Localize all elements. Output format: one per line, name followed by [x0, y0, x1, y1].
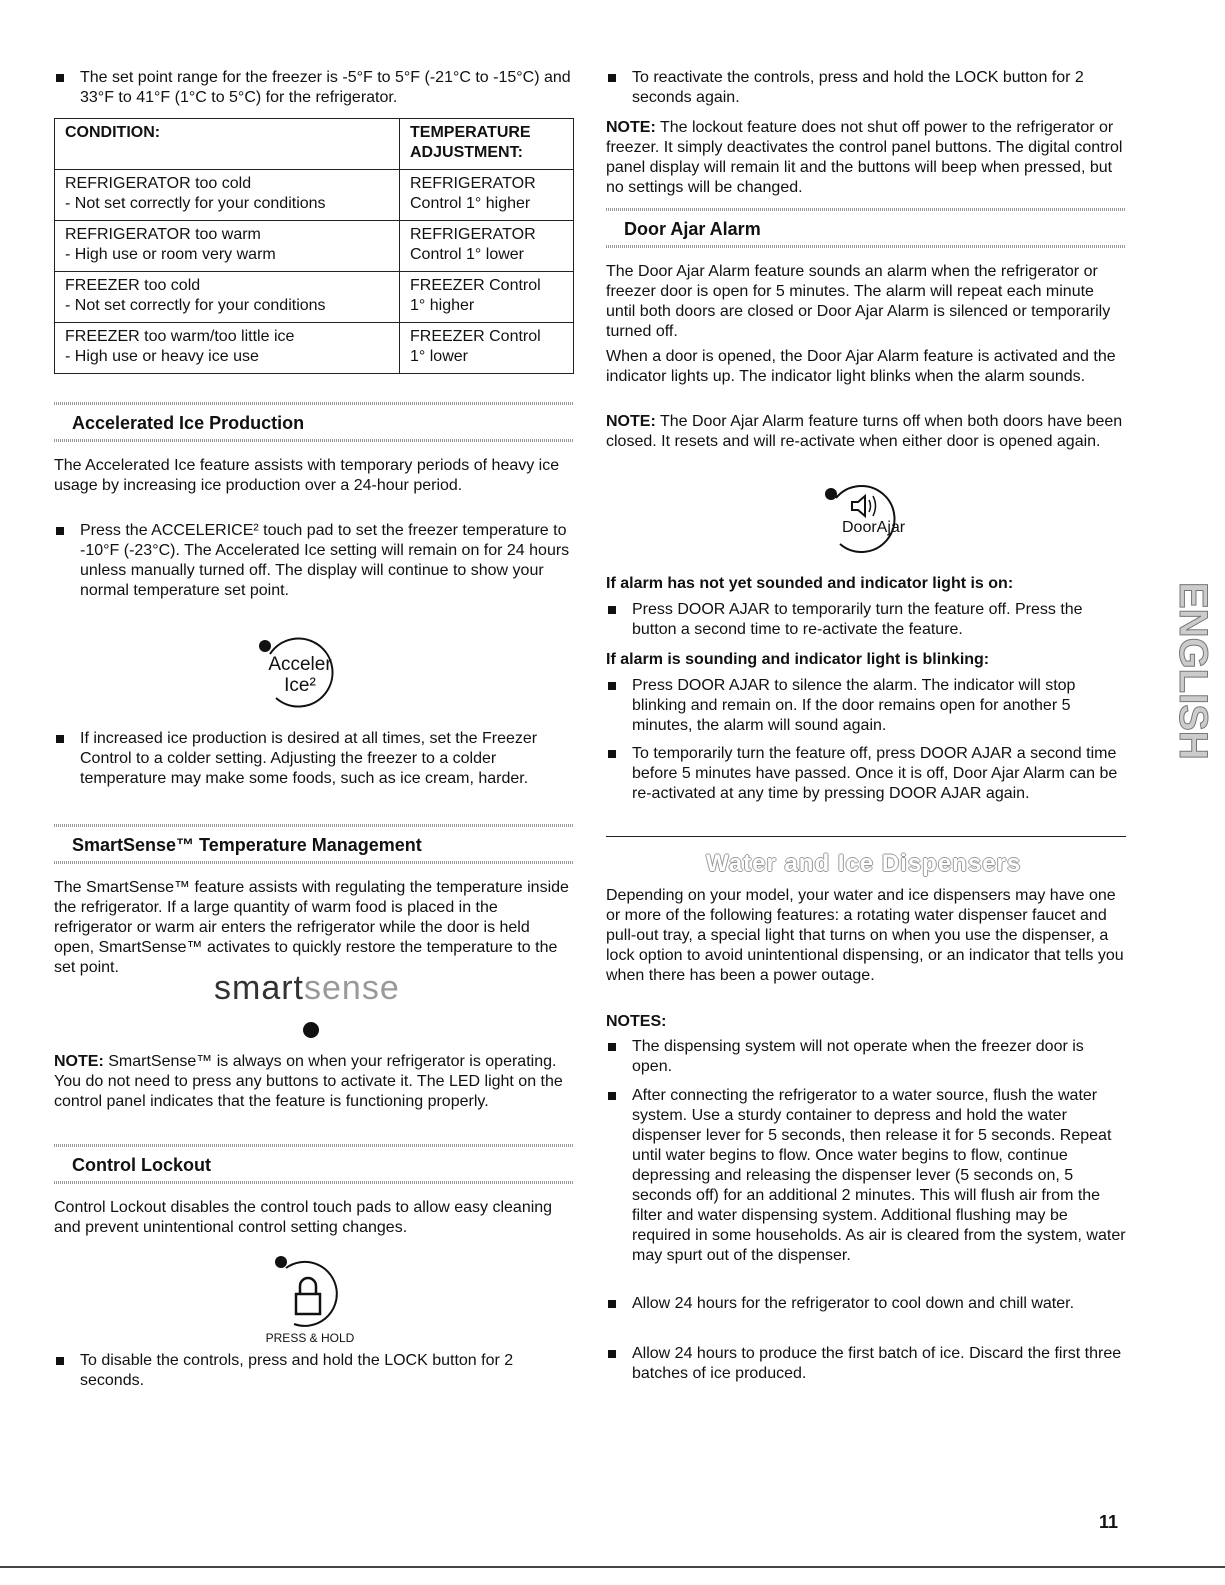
- smartsense-note: [54, 1052, 574, 1112]
- table-cell-adjust: Control 1° lower: [410, 246, 524, 263]
- colder-setting-instruction: If increased ice production is desired at all times, set the Freezer Control to a colder setting. Adjusting the freezer to a colder temperature may make some foods, such as ice cream, harder.: [80, 730, 538, 787]
- door-ajar-button-icon: [816, 480, 916, 560]
- note-label: NOTE:: [54, 1053, 104, 1070]
- table-cell-condition: REFRIGERATOR too warm: [65, 226, 261, 243]
- dispenser-note: Allow 24 hours to produce the first batch of ice. Discard the first three batches of ice produced.: [632, 1345, 1122, 1382]
- bullet-icon: [54, 729, 80, 789]
- section-title: Accelerated Ice Production: [72, 413, 305, 433]
- table-header-row: [55, 119, 574, 170]
- bullet-icon: [606, 600, 632, 640]
- bullet-icon: [606, 1037, 632, 1077]
- water-ice-intro: Depending on your model, your water and ice dispensers may have one or more of the following features: a rotating water dispenser faucet and pull-out tray, a special light that turns on when you use the dispenser, a lock option to avoid unintentional dispensing, or an indicator that tells you when there has been a power outage.: [606, 887, 1124, 984]
- page-number: 11: [1099, 1512, 1119, 1532]
- note-text: SmartSense™ is always on when your refrigerator is operating. You do not need to press any buttons to activate it. The LED light on the control panel indicates that the feature is functioning properly.: [54, 1053, 563, 1110]
- language-tab: [1150, 578, 1215, 796]
- table-cell-detail: - High use or heavy ice use: [65, 348, 259, 365]
- table-cell-condition: FREEZER too cold: [65, 277, 201, 294]
- list-item: [606, 1037, 1126, 1077]
- section-title: Door Ajar Alarm: [624, 219, 761, 239]
- page-bottom-rule: [0, 1566, 1225, 1568]
- lock-button-icon: [256, 1246, 366, 1346]
- note-text: The lockout feature does not shut off power to the refrigerator or freezer. It simply deactivates the control panel buttons. The digital control panel display will remain lit and the buttons will beep when pressed, but no settings will be changed.: [606, 119, 1123, 196]
- table-row: [55, 221, 574, 272]
- turn-off-alarm-instruction: To temporarily turn the feature off, press DOOR AJAR a second time before 5 minutes have passed. Once it is off, Door Ajar Alarm can be re-activated at any time by pressing DOOR AJAR again.: [632, 745, 1118, 802]
- dispenser-note: Allow 24 hours for the refrigerator to cool down and chill water.: [632, 1295, 1075, 1312]
- subheading-indicator-on: If alarm has not yet sounded and indicator light is on:: [606, 575, 1014, 592]
- table-cell-adjust: 1° higher: [410, 297, 475, 314]
- accelerice-button-icon: [256, 632, 342, 712]
- table-row: [55, 272, 574, 323]
- list-item: [606, 1294, 1126, 1314]
- table-cell-detail: - Not set correctly for your conditions: [65, 195, 326, 212]
- section-divider: [606, 836, 1126, 837]
- list-item: [606, 68, 1126, 108]
- subheading-indicator-blinking: If alarm is sounding and indicator light is blinking:: [606, 651, 990, 668]
- list-item: [606, 744, 1126, 804]
- indicator-light-icon: [303, 1022, 319, 1038]
- door-ajar-note: [606, 412, 1126, 452]
- press-and-hold-caption: PRESS & HOLD: [265, 1331, 355, 1345]
- disable-controls-instruction: To disable the controls, press and hold the LOCK button for 2 seconds.: [80, 1352, 514, 1389]
- bullet-icon: [606, 1344, 632, 1384]
- accelerated-ice-intro: The Accelerated Ice feature assists with temporary periods of heavy ice usage by increasing ice production over a 24-hour period.: [54, 457, 560, 494]
- bullet-icon: [54, 521, 80, 601]
- door-ajar-p1: The Door Ajar Alarm feature sounds an alarm when the refrigerator or freezer door is open for 5 minutes. The alarm will repeat each minute until both doors are closed or Door Ajar Alarm is silenced or temporarily turned off.: [606, 263, 1111, 340]
- table-cell-adjust: 1° lower: [410, 348, 468, 365]
- icon-label: Acceler: [268, 654, 332, 675]
- section-header-control-lockout: [54, 1144, 574, 1184]
- smartsense-intro: The SmartSense™ feature assists with regulating the temperature inside the refrigerator. If a large quantity of warm food is placed in the refrigerator or warm air enters the refrigerator while the door is held open, SmartSense™ activates to quickly restore the temperature to the set point.: [54, 879, 569, 976]
- temperature-adjustment-table: [54, 118, 574, 374]
- table-cell-condition: REFRIGERATOR too cold: [65, 175, 252, 192]
- table-cell-adjust: FREEZER Control: [410, 277, 541, 294]
- section-title: Control Lockout: [72, 1155, 211, 1175]
- bullet-icon: [606, 68, 632, 108]
- control-lockout-intro: Control Lockout disables the control touch pads to allow easy cleaning and prevent unintentional control setting changes.: [54, 1199, 553, 1236]
- door-ajar-instruction: Press DOOR AJAR to temporarily turn the feature off. Press the button a second time to re-activate the feature.: [632, 601, 1083, 638]
- dispenser-note: The dispensing system will not operate when the freezer door is open.: [632, 1038, 1084, 1075]
- table-cell-adjust: Control 1° higher: [410, 195, 531, 212]
- bullet-icon: [606, 744, 632, 804]
- accelerice-instruction: Press the ACCELERICE² touch pad to set the freezer temperature to -10°F (-23°C). The Accelerated Ice setting will remain on for 24 hours unless manually turned off. The display will continue to show your normal temperature set point.: [80, 522, 570, 599]
- table-cell-detail: - Not set correctly for your conditions: [65, 297, 326, 314]
- section-title: SmartSense™ Temperature Management: [72, 835, 422, 855]
- table-cell-detail: - High use or room very warm: [65, 246, 276, 263]
- lockout-note: [606, 118, 1126, 198]
- language-tab-label: ENGLISH: [1171, 582, 1215, 760]
- bullet-icon: [606, 1086, 632, 1266]
- list-item: [54, 521, 574, 601]
- section-header-door-ajar: [606, 208, 1126, 248]
- bullet-icon: [54, 1351, 80, 1391]
- bullet-icon: [54, 68, 80, 108]
- note-label: NOTE:: [606, 119, 656, 136]
- table-cell-adjust: REFRIGERATOR: [410, 226, 536, 243]
- icon-label: Ice²: [284, 675, 316, 696]
- door-ajar-p2: When a door is opened, the Door Ajar Alarm feature is activated and the indicator lights up. The indicator light blinks when the alarm sounds.: [606, 348, 1116, 385]
- table-row: [55, 170, 574, 221]
- section-header-accelerated-ice: [54, 402, 574, 442]
- dispenser-note: After connecting the refrigerator to a water source, flush the water system. Use a sturdy container to depress and hold the water dispenser lever for 5 seconds, then release it for 5 seconds. Repeat until water begins to flow. Once water begins to flow, continue depressing and releasing the dispenser lever (5 seconds on, 5 seconds off) for an additional 2 minutes. This will flush air from the filter and water dispensing system. Additional flushing may be required in some households. As air is cleared from the system, water may spurt out of the dispenser.: [632, 1087, 1126, 1264]
- note-text: The Door Ajar Alarm feature turns off when both doors have been closed. It resets and will re-activate when either door is opened again.: [606, 413, 1123, 450]
- table-header-condition: CONDITION:: [55, 119, 400, 170]
- table-cell-adjust: REFRIGERATOR: [410, 175, 536, 192]
- icon-label: DoorAjar: [842, 519, 906, 536]
- bullet-icon: [606, 676, 632, 736]
- list-item: [606, 1344, 1126, 1384]
- bullet-icon: [606, 1294, 632, 1314]
- set-point-range-text: The set point range for the freezer is -5°F to 5°F (-21°C to -15°C) and 33°F to 41°F (1°C to 5°C) for the refrigerator.: [80, 69, 571, 106]
- water-ice-dispensers-title: Water and Ice Dispensers: [706, 850, 1022, 877]
- logo-text: sense: [304, 969, 400, 1007]
- list-item: [606, 1086, 1126, 1266]
- table-header-adjustment: TEMPERATURE ADJUSTMENT:: [400, 119, 574, 170]
- list-item: [606, 676, 1126, 736]
- list-item: [54, 1351, 574, 1391]
- section-header-smartsense: [54, 824, 574, 864]
- list-item: [606, 600, 1126, 640]
- notes-label: NOTES:: [606, 1013, 667, 1030]
- list-item: [54, 68, 574, 108]
- table-cell-adjust: FREEZER Control: [410, 328, 541, 345]
- silence-alarm-instruction: Press DOOR AJAR to silence the alarm. The indicator will stop blinking and remain on. If the door remains open for another 5 minutes, the alarm will sound again.: [632, 677, 1076, 734]
- logo-text: smart: [214, 969, 304, 1007]
- note-label: NOTE:: [606, 413, 656, 430]
- table-row: [55, 323, 574, 374]
- smartsense-logo: [214, 969, 400, 1007]
- table-cell-condition: FREEZER too warm/too little ice: [65, 328, 295, 345]
- list-item: [54, 729, 574, 789]
- reactivate-instruction: To reactivate the controls, press and hold the LOCK button for 2 seconds again.: [632, 69, 1084, 106]
